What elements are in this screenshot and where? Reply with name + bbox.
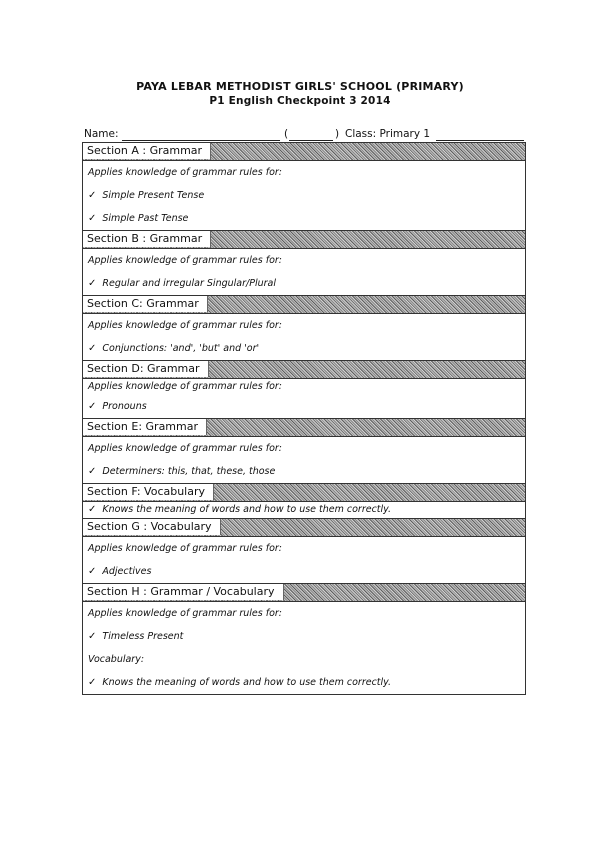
criterion-text: Knows the meaning of words and how to use them correctly. [102, 677, 392, 688]
index-close: ) [335, 128, 340, 140]
criterion-intro [83, 161, 525, 184]
check-icon: ✓ [88, 213, 97, 224]
name-blank[interactable] [122, 140, 280, 141]
criterion-text: Regular and irregular Singular/Plural [102, 278, 276, 289]
check-icon: ✓ [88, 190, 97, 201]
check-icon: ✓ [88, 566, 97, 577]
section-title: Section F: Vocabulary [83, 484, 214, 500]
criterion-intro [83, 249, 525, 272]
criterion-intro [83, 648, 525, 671]
exam-title: P1 English Checkpoint 3 2014 [209, 95, 391, 107]
criterion-intro [83, 314, 525, 337]
criterion-text: Timeless Present [102, 631, 184, 642]
criterion-text: Conjunctions: 'and', 'but' and 'or' [102, 343, 260, 354]
criterion-item [83, 184, 525, 207]
criterion-item [83, 502, 525, 518]
section-header [83, 584, 525, 602]
section-block [83, 518, 525, 583]
checkpoint-sheet [82, 142, 526, 695]
criterion-text: Knows the meaning of words and how to use them correctly. [102, 504, 392, 515]
criterion-item [83, 272, 525, 295]
section-header [83, 231, 525, 249]
criterion-text: Applies knowledge of grammar rules for: [88, 381, 282, 392]
section-title: Section B : Grammar [83, 231, 211, 247]
section-title: Section G : Vocabulary [83, 519, 221, 535]
section-block [83, 418, 525, 483]
criterion-text: Vocabulary: [88, 654, 145, 665]
section-header [83, 361, 525, 379]
criterion-text: Determiners: this, that, these, those [102, 466, 276, 477]
criterion-text: Applies knowledge of grammar rules for: [88, 543, 282, 554]
section-block [83, 483, 525, 518]
criterion-item [83, 395, 525, 418]
criterion-text: Simple Past Tense [102, 213, 189, 224]
section-header [83, 296, 525, 314]
section-block [83, 295, 525, 360]
criterion-text: Applies knowledge of grammar rules for: [88, 443, 282, 454]
criterion-item [83, 207, 525, 230]
check-icon: ✓ [88, 343, 97, 354]
section-block [83, 360, 525, 418]
index-open: ( [284, 128, 289, 140]
class-blank[interactable] [436, 140, 524, 141]
school-name: PAYA LEBAR METHODIST GIRLS' SCHOOL (PRIMARY) [136, 80, 464, 93]
section-header [83, 143, 525, 161]
criterion-intro [83, 537, 525, 560]
section-title: Section D: Grammar [83, 361, 209, 377]
check-icon: ✓ [88, 278, 97, 289]
check-icon: ✓ [88, 466, 97, 477]
criterion-intro [83, 437, 525, 460]
section-title: Section E: Grammar [83, 419, 207, 435]
section-header [83, 419, 525, 437]
criterion-text: Adjectives [102, 566, 152, 577]
check-icon: ✓ [88, 631, 97, 642]
check-icon: ✓ [88, 401, 97, 412]
name-label: Name: [84, 128, 119, 140]
section-block [83, 583, 525, 694]
criterion-text: Applies knowledge of grammar rules for: [88, 255, 282, 266]
criterion-item [83, 625, 525, 648]
criterion-intro [83, 379, 525, 395]
check-icon: ✓ [88, 677, 97, 688]
section-block [83, 143, 525, 230]
section-title: Section C: Grammar [83, 296, 208, 312]
criterion-intro [83, 602, 525, 625]
class-label: Class: Primary 1 [345, 128, 431, 140]
section-block [83, 230, 525, 295]
section-title: Section H : Grammar / Vocabulary [83, 584, 284, 600]
criterion-item [83, 560, 525, 583]
check-icon: ✓ [88, 504, 97, 515]
index-blank[interactable] [289, 140, 333, 141]
criterion-text: Applies knowledge of grammar rules for: [88, 320, 282, 331]
criterion-item [83, 671, 525, 694]
criterion-text: Pronouns [102, 401, 147, 412]
criterion-text: Simple Present Tense [102, 190, 205, 201]
section-title: Section A : Grammar [83, 143, 211, 159]
section-header [83, 484, 525, 502]
criterion-item [83, 460, 525, 483]
criterion-item [83, 337, 525, 360]
criterion-text: Applies knowledge of grammar rules for: [88, 608, 282, 619]
criterion-text: Applies knowledge of grammar rules for: [88, 167, 282, 178]
student-info-row [84, 128, 524, 142]
section-header [83, 519, 525, 537]
